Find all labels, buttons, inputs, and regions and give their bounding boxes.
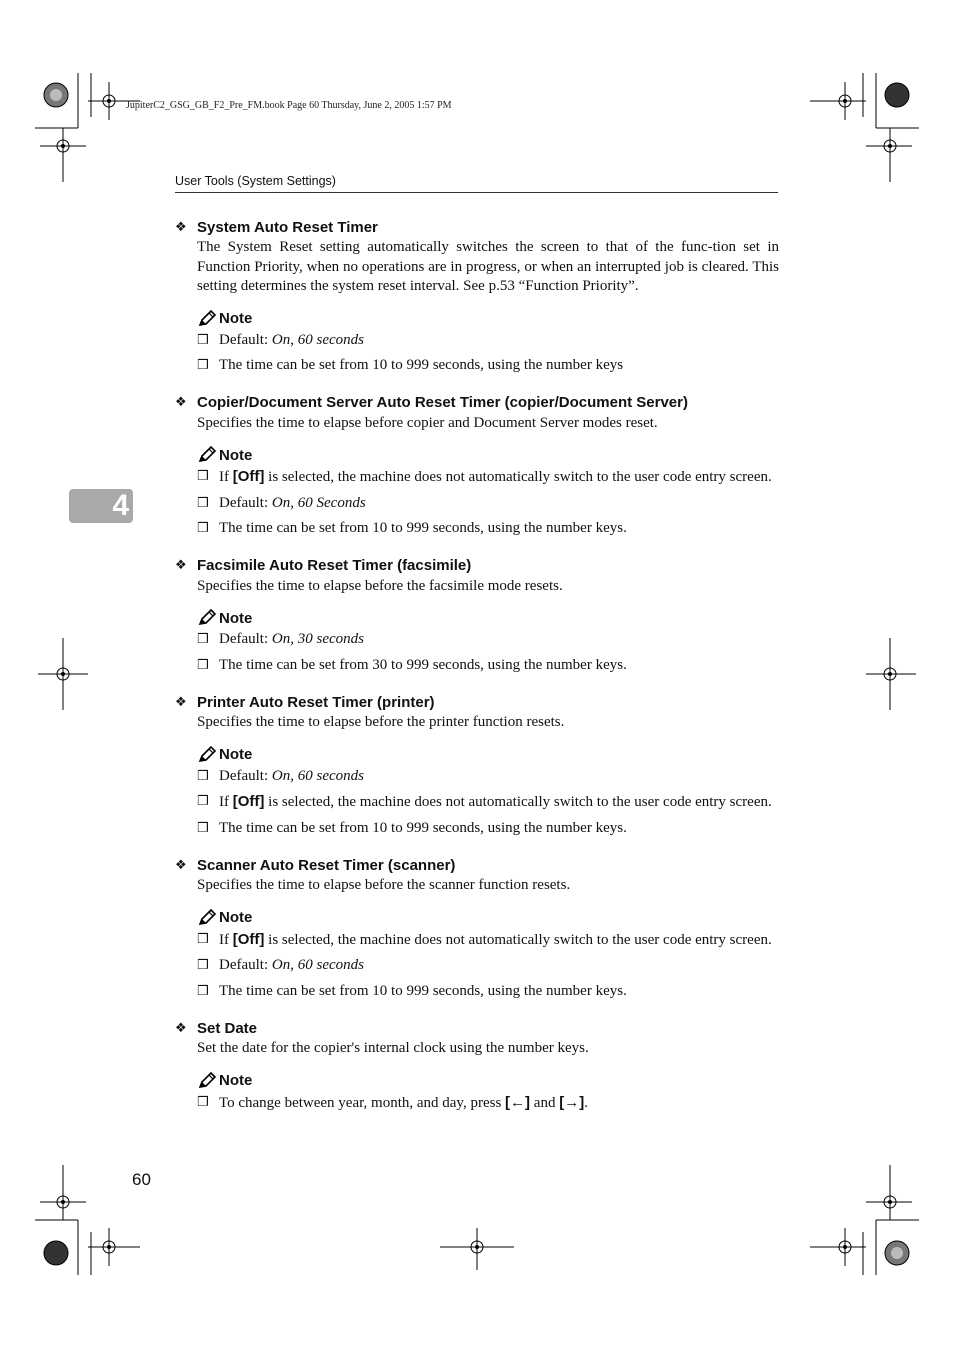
setting-value: On	[271, 331, 291, 348]
section-heading	[175, 555, 779, 577]
note-text: If	[219, 931, 233, 948]
page-number: 60	[132, 1170, 151, 1189]
checkbox-bullet-icon: ❒	[197, 820, 209, 836]
section-title: Set Date	[197, 1019, 258, 1037]
note-heading	[197, 445, 779, 465]
section	[175, 1017, 779, 1113]
key-label: [→]	[559, 1093, 585, 1111]
note-item-text	[219, 1093, 779, 1114]
checkbox-bullet-icon: ❒	[197, 657, 209, 673]
note-item-text	[219, 982, 779, 1002]
setting-value: On	[271, 957, 291, 973]
section-body: Specifies the time to elapse before the printer function resets.	[197, 714, 565, 730]
section-heading	[175, 854, 779, 876]
diamond-bullet-icon: ❖	[175, 219, 187, 235]
diamond-bullet-icon: ❖	[175, 395, 187, 410]
setting-value: 60 Seconds	[297, 494, 366, 511]
note-text: and	[530, 1094, 560, 1111]
section-title: Scanner Auto Reset Timer (scanner)	[197, 856, 456, 874]
note-text: The time can be set from 10 to 999 seconds, using the number keys.	[219, 982, 627, 999]
note-text: The time can be set from 30 to 999 seconds, using the number keys.	[219, 656, 627, 673]
note-label: Note	[219, 909, 253, 926]
checkbox-bullet-icon: ❒	[197, 332, 209, 348]
key-label: [←]	[505, 1093, 531, 1111]
section	[175, 691, 779, 838]
note-pencil-icon	[197, 609, 217, 627]
note-item-text	[219, 519, 779, 539]
note-text: If	[219, 469, 233, 485]
note-text: Default:	[219, 331, 272, 348]
checkbox-bullet-icon: ❒	[197, 632, 209, 647]
running-header: User Tools (System Settings)	[175, 174, 778, 193]
section-heading	[175, 216, 779, 238]
setting-value: 60 seconds	[297, 331, 364, 348]
checkbox-bullet-icon: ❒	[197, 794, 209, 809]
note-text: If	[219, 794, 233, 810]
note-text: is selected, the machine does not automatically switch to the user code entry screen.	[264, 931, 772, 948]
checkbox-bullet-icon: ❒	[197, 958, 209, 973]
note-text: ,	[290, 331, 298, 348]
section-heading	[175, 1017, 779, 1039]
section	[175, 216, 779, 376]
setting-value: 60 seconds	[297, 957, 364, 973]
note-text: The time can be set from 10 to 999 seconds, using the number keys.	[219, 520, 627, 536]
diamond-bullet-icon: ❖	[175, 694, 187, 710]
checkbox-bullet-icon: ❒	[197, 495, 209, 511]
checkbox-bullet-icon: ❒	[197, 768, 209, 784]
list-item	[197, 494, 779, 514]
note-pencil-icon	[197, 1072, 217, 1090]
section-heading	[175, 392, 779, 414]
list-item	[197, 819, 779, 839]
note-item-text	[219, 630, 779, 650]
note-label: Note	[219, 310, 253, 327]
note-item-text	[219, 467, 779, 488]
list-item	[197, 930, 779, 951]
section-body: Specifies the time to elapse before the scanner function resets.	[197, 877, 571, 893]
note-list	[175, 467, 779, 539]
key-label: [Off]	[232, 930, 265, 948]
section-body: Set the date for the copier's internal clock using the number keys.	[197, 1040, 589, 1056]
note-item-text	[219, 819, 779, 839]
note-item-text	[219, 331, 779, 351]
note-text: .	[584, 1094, 588, 1111]
setting-value: On, 60 seconds	[271, 767, 364, 784]
note-label: Note	[219, 446, 253, 464]
section-heading	[175, 691, 779, 713]
list-item	[197, 1093, 779, 1114]
note-item-text	[219, 494, 779, 514]
note-text: is selected, the machine does not automatically switch to the user code entry screen.	[264, 469, 772, 485]
section-title: Copier/Document Server Auto Reset Timer (copier/Document Server)	[197, 394, 688, 411]
note-text: Default:	[219, 631, 272, 647]
note-text: Default:	[219, 767, 272, 784]
section-body: Specifies the time to elapse before the facsimile mode resets.	[197, 577, 563, 594]
note-item-text	[219, 792, 779, 813]
checkbox-bullet-icon: ❒	[197, 469, 209, 484]
section-title: System Auto Reset Timer	[197, 218, 378, 236]
section-body: Specifies the time to elapse before copier and Document Server modes reset.	[197, 414, 658, 431]
list-item	[197, 519, 779, 539]
diamond-bullet-icon: ❖	[175, 1020, 187, 1036]
note-list	[175, 331, 779, 376]
chapter-tab	[69, 489, 133, 523]
list-item	[197, 467, 779, 488]
note-label: Note	[219, 746, 253, 763]
note-heading	[197, 309, 779, 329]
section	[175, 854, 779, 1001]
list-item	[197, 792, 779, 813]
section-title: Facsimile Auto Reset Timer (facsimile)	[197, 557, 472, 574]
note-heading	[197, 745, 779, 765]
note-text: To change between year, month, and day, press	[219, 1094, 506, 1111]
note-list	[175, 630, 779, 675]
note-list	[175, 930, 779, 1002]
chapter-number: 4	[112, 489, 129, 522]
setting-value: On, 30 seconds	[271, 631, 364, 647]
checkbox-bullet-icon: ❒	[197, 931, 209, 947]
list-item	[197, 982, 779, 1002]
print-slug: JupiterC2_GSG_GB_F2_Pre_FM.book Page 60 Thursday, June 2, 2005 1:57 PM	[126, 100, 452, 111]
note-item-text	[219, 356, 779, 376]
diamond-bullet-icon: ❖	[175, 857, 187, 873]
note-label: Note	[219, 1072, 253, 1089]
setting-value: On	[271, 494, 291, 511]
note-text: ,	[290, 494, 298, 511]
list-item	[197, 767, 779, 787]
checkbox-bullet-icon: ❒	[197, 983, 209, 999]
note-text: ,	[290, 957, 298, 973]
note-text: The time can be set from 10 to 999 seconds, using the number keys.	[219, 819, 627, 836]
note-heading	[197, 1071, 779, 1091]
list-item	[197, 630, 779, 650]
note-text: The time can be set from 10 to 999 seconds, using the number keys	[219, 357, 624, 373]
section	[175, 392, 779, 539]
checkbox-bullet-icon: ❒	[197, 358, 209, 373]
note-item-text	[219, 956, 779, 976]
list-item	[197, 956, 779, 976]
note-heading	[197, 608, 779, 628]
list-item	[197, 656, 779, 676]
list-item	[197, 356, 779, 376]
note-pencil-icon	[197, 909, 217, 927]
section-body: The System Reset setting automatically switches the screen to that of the func-tion set in Function Priority, when no operations are in progress, or when an interrupted job is cleared. This setting determines the system reset interval. See p.53 “Function Priority”.	[197, 239, 779, 294]
note-item-text	[219, 767, 779, 787]
note-list	[175, 767, 779, 839]
checkbox-bullet-icon: ❒	[197, 521, 209, 536]
key-label: [Off]	[232, 793, 265, 810]
note-item-text	[219, 930, 779, 951]
note-pencil-icon	[197, 310, 217, 328]
page-content	[175, 216, 779, 1129]
list-item	[197, 331, 779, 351]
key-label: [Off]	[232, 468, 265, 485]
section-title: Printer Auto Reset Timer (printer)	[197, 693, 435, 711]
note-text: is selected, the machine does not automatically switch to the user code entry screen.	[264, 794, 772, 810]
note-pencil-icon	[197, 446, 217, 464]
note-list	[175, 1093, 779, 1114]
diamond-bullet-icon: ❖	[175, 558, 187, 573]
note-text: Default:	[219, 957, 272, 973]
note-text: Default:	[219, 494, 272, 511]
note-item-text	[219, 656, 779, 676]
section	[175, 555, 779, 676]
note-pencil-icon	[197, 746, 217, 764]
checkbox-bullet-icon: ❒	[197, 1094, 209, 1110]
note-label: Note	[219, 609, 253, 627]
note-heading	[197, 908, 779, 928]
